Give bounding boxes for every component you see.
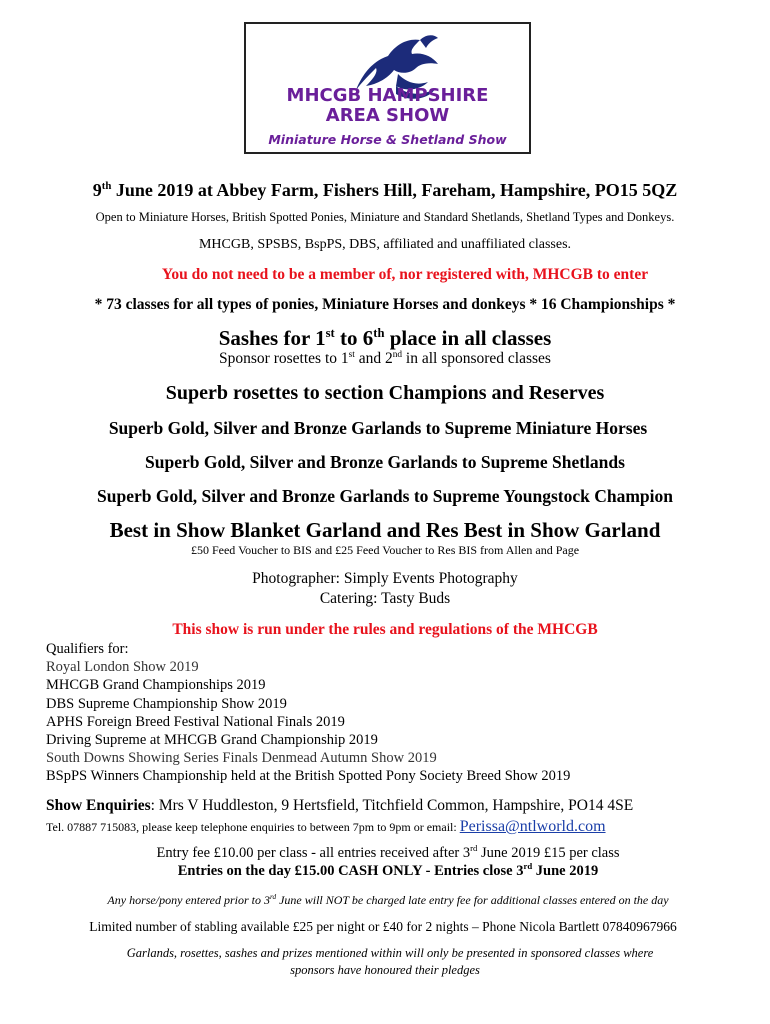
telephone-text: Tel. 07887 715083, please keep telephone enquiries to between 7pm to 9pm or email:: [46, 820, 457, 834]
email-link[interactable]: Perissa@ntlworld.com: [459, 818, 606, 835]
entry-fee-text: Entry fee £10.00 per class - all entries received after 3rd June 2019 £15 per class: [156, 843, 620, 861]
membership-notice: You do not need to be a member of, nor registered with, MHCGB to enter: [161, 266, 649, 283]
garland-miniature-horses: Superb Gold, Silver and Bronze Garlands to Supreme Miniature Horses: [108, 418, 648, 438]
list-item: Driving Supreme at MHCGB Grand Championship 2019: [46, 732, 378, 749]
show-enquiries: [46, 797, 633, 815]
garland-youngstock: Superb Gold, Silver and Bronze Garlands to Supreme Youngstock Champion: [97, 486, 673, 506]
footer-note-line1: Garlands, rosettes, sashes and prizes mentioned within will only be presented in sponsored classes where: [126, 946, 654, 960]
list-item: Royal London Show 2019: [46, 659, 199, 676]
sashes-heading: Sashes for 1st to 6th place in all classes: [218, 326, 552, 350]
logo-subtitle: Miniature Horse & Shetland Show: [268, 132, 507, 147]
date-sup: th: [101, 180, 112, 192]
telephone-line: [46, 818, 606, 836]
footer-note-line2: sponsors have honoured their pledges: [290, 963, 480, 977]
qualifiers-heading: Qualifiers for:: [46, 641, 129, 657]
sponsor-rosettes-text: Sponsor rosettes to 1st and 2nd in all sponsored classes: [219, 349, 551, 367]
logo-title-line1: MHCGB HAMPSHIRE: [286, 85, 489, 106]
open-to-text: Open to Miniature Horses, British Spotted Ponies, Miniature and Standard Shetlands, Shetland Types and Donkeys.: [95, 210, 675, 224]
date-day: 9: [92, 180, 102, 200]
best-in-show-heading: Best in Show Blanket Garland and Res Best in Show Garland: [109, 518, 661, 542]
logo-title-line2: AREA SHOW: [325, 105, 450, 126]
affiliations-text: MHCGB, SPSBS, BspPS, DBS, affiliated and unaffiliated classes.: [198, 237, 572, 252]
list-item: MHCGB Grand Championships 2019: [46, 677, 266, 694]
enquiries-address: : Mrs V Huddleston, 9 Hertsfield, Titchfield Common, Hampshire, PO14 4SE: [150, 797, 634, 814]
entries-on-day-text: Entries on the day £15.00 CASH ONLY - Entries close 3rd June 2019: [177, 861, 599, 879]
list-item: BSpPS Winners Championship held at the British Spotted Pony Society Breed Show 2019: [46, 768, 571, 785]
enquiries-label: Show Enquiries: [46, 797, 151, 814]
catering-text: Catering: Tasty Buds: [319, 590, 451, 607]
late-entry-note: Any horse/pony entered prior to 3rd June will NOT be charged late entry fee for additional classes entered on the day: [107, 893, 669, 907]
list-item: DBS Supreme Championship Show 2019: [46, 695, 287, 712]
photographer-text: Photographer: Simply Events Photography: [252, 570, 518, 587]
qualifiers-list: [46, 640, 570, 786]
garland-shetlands: Superb Gold, Silver and Bronze Garlands to Supreme Shetlands: [145, 452, 625, 472]
classes-summary: * 73 classes for all types of ponies, Miniature Horses and donkeys * 16 Championships *: [94, 296, 676, 313]
feed-voucher-text: £50 Feed Voucher to BIS and £25 Feed Voucher to Res BIS from Allen and Page: [190, 543, 580, 557]
list-item: South Downs Showing Series Finals Denmead Autumn Show 2019: [46, 750, 437, 767]
rosettes-heading: Superb rosettes to section Champions and Reserves: [165, 382, 605, 404]
stabling-text: Limited number of stabling available £25 per night or £40 for 2 nights – Phone Nicola Bartlett 07840967966: [89, 919, 677, 934]
list-item: APHS Foreign Breed Festival National Finals 2019: [46, 713, 345, 730]
show-logo: [244, 22, 531, 154]
date-rest: June 2019 at Abbey Farm, Fishers Hill, Fareham, Hampshire, PO15 5QZ: [111, 180, 678, 200]
rules-notice: This show is run under the rules and regulations of the MHCGB: [172, 621, 598, 638]
show-date-venue: [0, 180, 770, 201]
